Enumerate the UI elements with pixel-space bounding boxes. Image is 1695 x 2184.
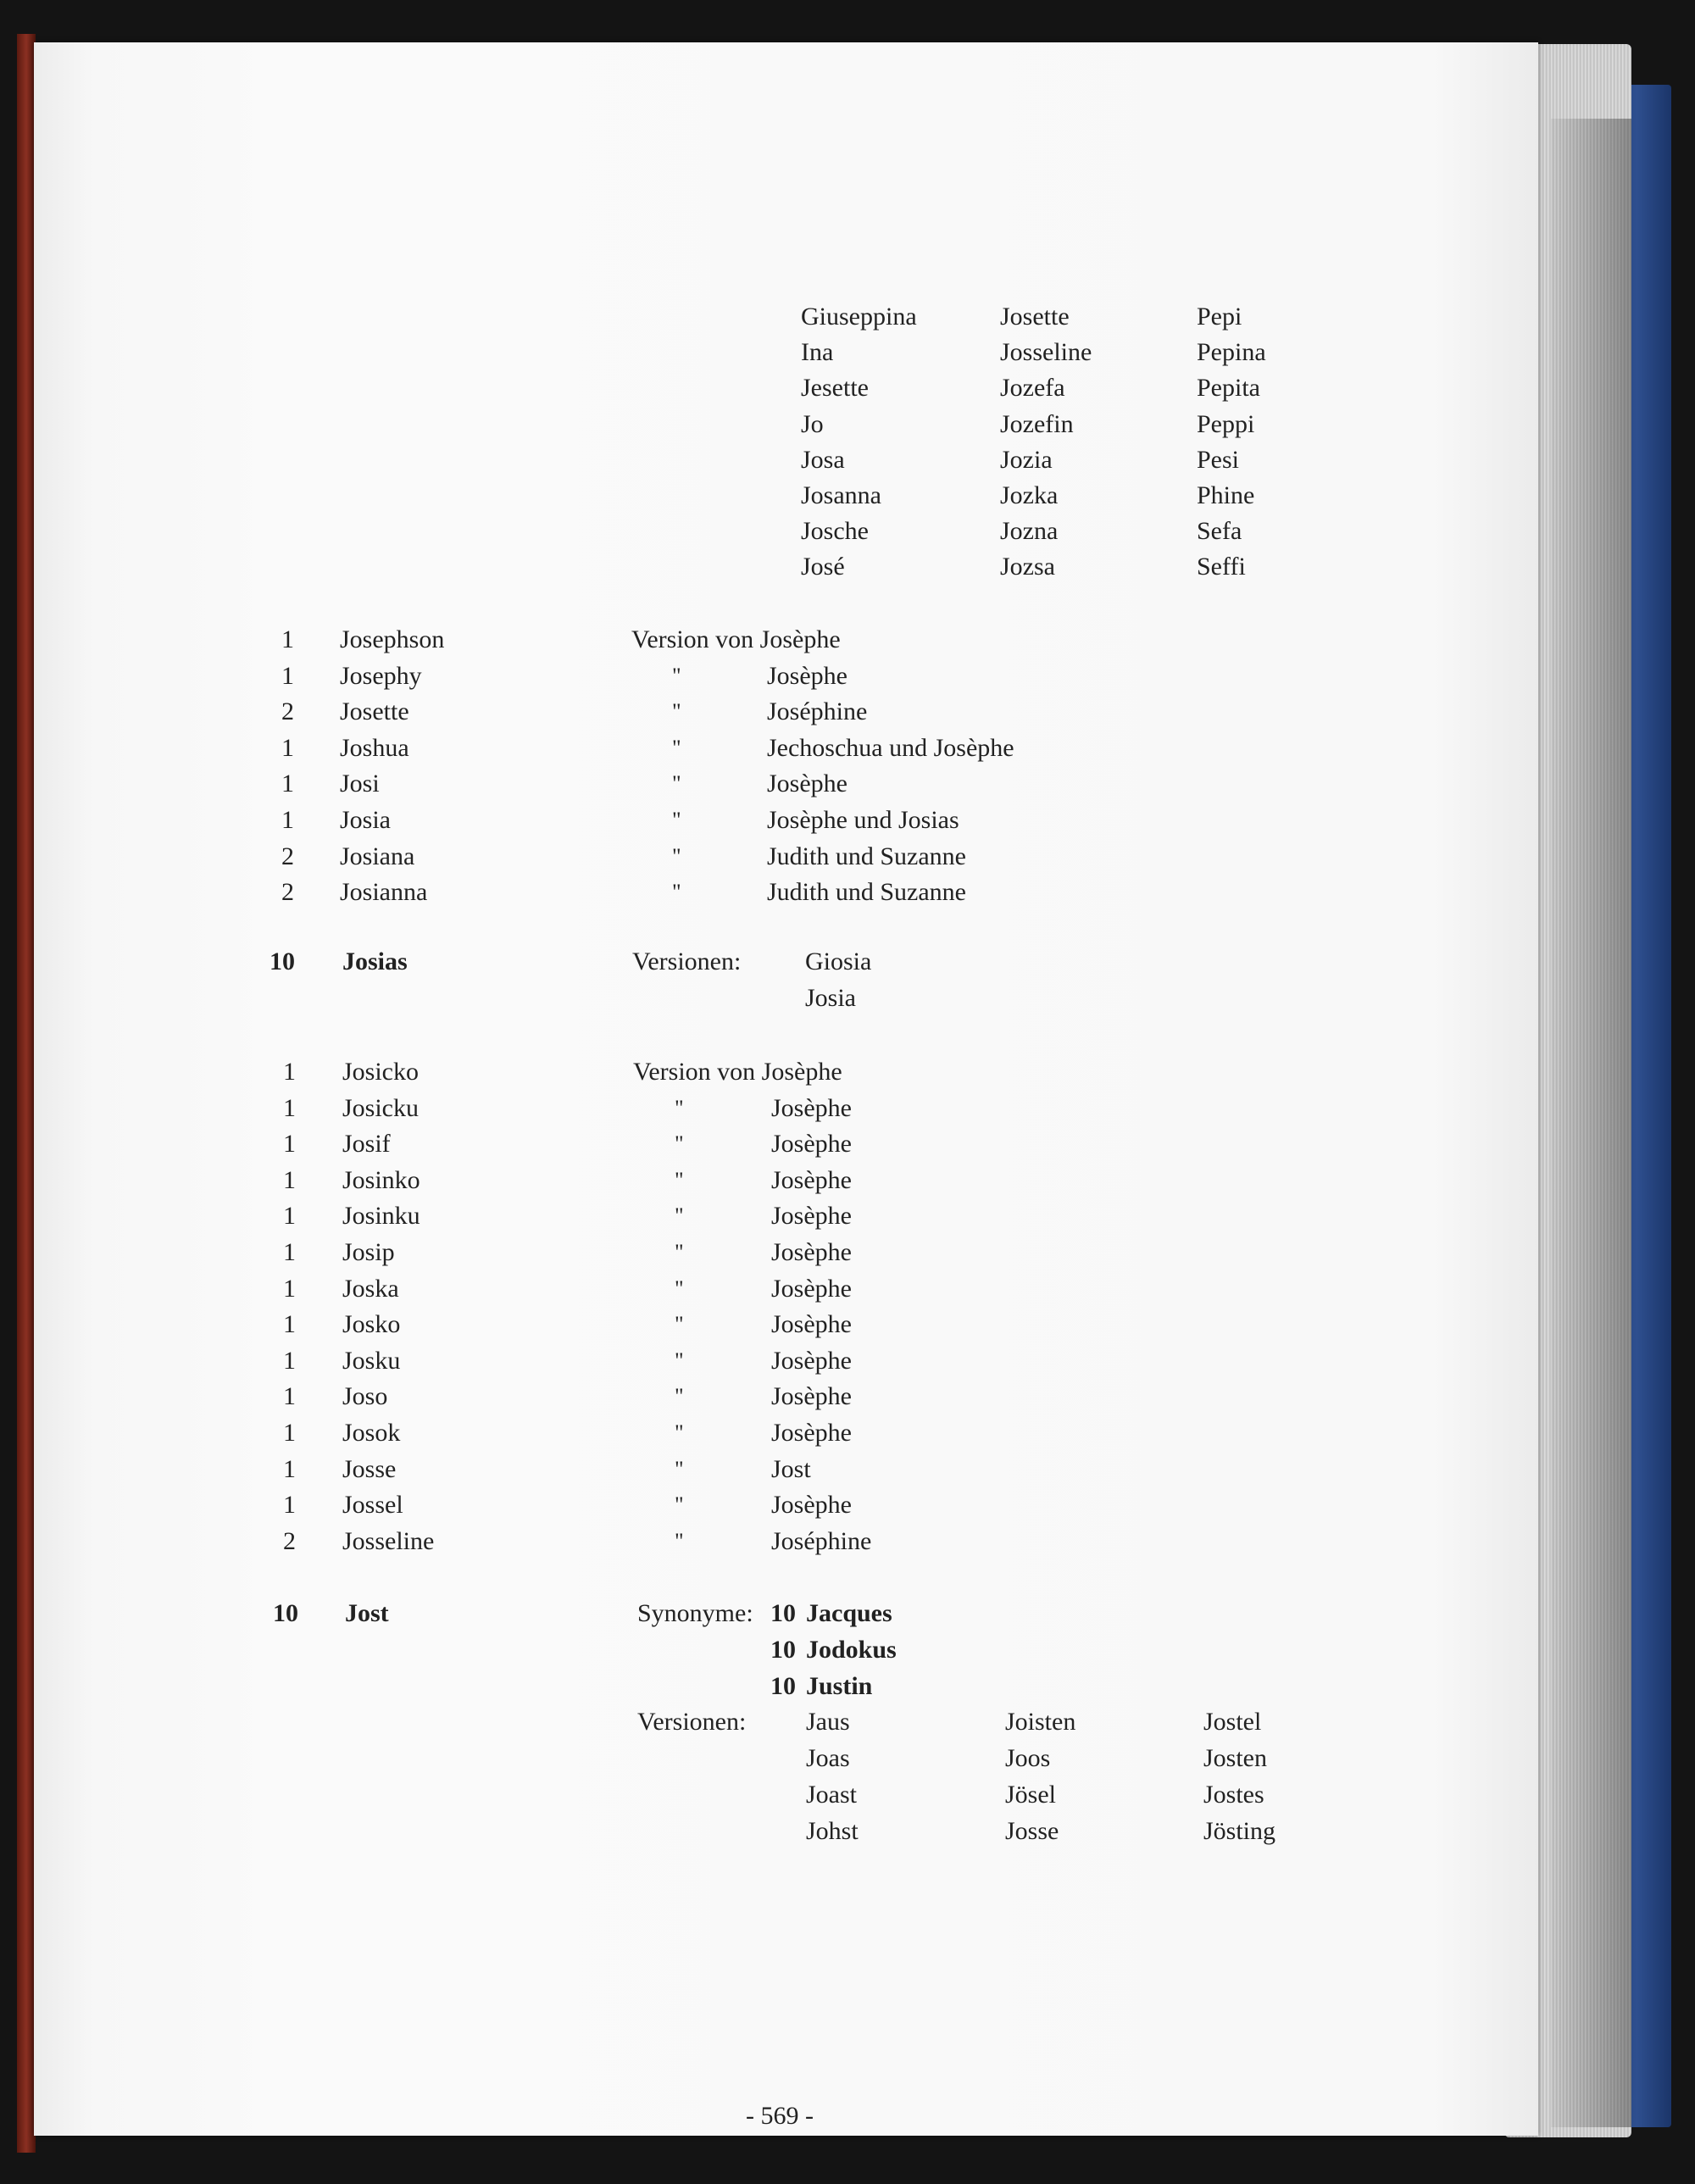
josias-count: 10: [270, 948, 295, 975]
ditto-mark: ": [675, 1276, 684, 1301]
ditto-mark: ": [675, 1492, 684, 1517]
josias-name: Josias: [342, 948, 408, 975]
entry-name: Jossel: [342, 1491, 403, 1519]
entry-name: Josseline: [342, 1527, 435, 1555]
jost-versions-label: Versionen:: [637, 1708, 747, 1736]
jost-version: Joisten: [1005, 1708, 1076, 1736]
entry-count: 2: [281, 697, 294, 725]
entry-count: 1: [283, 1202, 296, 1230]
entry-description: Josèphe: [771, 1382, 852, 1410]
top-name: Sefa: [1197, 517, 1242, 545]
entry-name: Joska: [342, 1275, 399, 1303]
entry-description: Josèphe: [771, 1310, 852, 1338]
entry-description: Jost: [771, 1455, 811, 1483]
entry-description: Josèphe: [771, 1238, 852, 1266]
entry-count: 1: [283, 1094, 296, 1122]
ditto-mark: ": [675, 1420, 684, 1445]
jost-version: Jostel: [1203, 1708, 1262, 1736]
ditto-mark: ": [675, 1348, 684, 1373]
entry-count: 1: [283, 1166, 296, 1194]
ditto-mark: ": [672, 736, 681, 760]
ditto-mark: ": [675, 1096, 684, 1120]
jost-version: Jaus: [806, 1708, 850, 1736]
entry-description: Josèphe: [771, 1275, 852, 1303]
entry-description: Josèphe: [771, 1347, 852, 1375]
entry-count: 2: [283, 1527, 296, 1555]
book-spine: [17, 34, 36, 2153]
ditto-mark: ": [672, 844, 681, 869]
entry-description: Josèphe und Josias: [767, 806, 959, 834]
jost-synonyms-label: Synonyme:: [637, 1599, 753, 1627]
top-name: Jozefa: [1000, 374, 1065, 402]
entry-description: Joséphine: [767, 697, 868, 725]
synonym-name: Jacques: [806, 1599, 892, 1627]
entry-count: 1: [283, 1347, 296, 1375]
entry-description: Josèphe: [771, 1491, 852, 1519]
entry-count: 1: [281, 734, 294, 762]
entry-count: 1: [283, 1275, 296, 1303]
entry-count: 1: [283, 1491, 296, 1519]
entry-count: 1: [283, 1130, 296, 1158]
synonym-name: Justin: [806, 1672, 873, 1700]
entry-name: Josianna: [340, 878, 428, 906]
entry-description: Josèphe: [767, 662, 848, 690]
entry-count: 1: [281, 662, 294, 690]
top-name: Jozka: [1000, 481, 1059, 509]
entry-name: Josinku: [342, 1202, 420, 1230]
ditto-mark: ": [675, 1240, 684, 1264]
entry-name: Joso: [342, 1382, 388, 1410]
jost-name: Jost: [345, 1599, 389, 1627]
ditto-mark: ": [675, 1312, 684, 1337]
entry-name: Josinko: [342, 1166, 420, 1194]
josias-version-1: Giosia: [805, 948, 872, 975]
top-name: Ina: [801, 338, 834, 366]
jost-version: Jösting: [1203, 1817, 1276, 1845]
ditto-mark: ": [675, 1168, 684, 1192]
page-number: - 569 -: [746, 2102, 814, 2130]
top-name: Josa: [801, 446, 845, 474]
jost-version: Jostes: [1203, 1781, 1264, 1809]
jost-count: 10: [273, 1599, 298, 1627]
entry-name: Josku: [342, 1347, 401, 1375]
entry-name: Joshua: [340, 734, 409, 762]
entry-name: Josi: [340, 770, 380, 797]
entry-name: Josko: [342, 1310, 401, 1338]
top-name: Josseline: [1000, 338, 1092, 366]
entry-count: 1: [281, 806, 294, 834]
top-name: Jozsa: [1000, 553, 1055, 581]
jost-version: Joas: [806, 1744, 850, 1772]
entry-description: Josèphe: [771, 1094, 852, 1122]
jost-version: Josse: [1005, 1817, 1059, 1845]
group1-header: Version von Josèphe: [631, 625, 841, 653]
entry-count: 1: [281, 770, 294, 797]
book-page: [34, 42, 1538, 2136]
top-name: Josette: [1000, 303, 1070, 331]
entry-count: 1: [283, 1238, 296, 1266]
ditto-mark: ": [672, 808, 681, 832]
entry-description: Josèphe: [771, 1130, 852, 1158]
jost-version: Joos: [1005, 1744, 1051, 1772]
entry-name: Josephson: [340, 625, 445, 653]
entry-name: Josicku: [342, 1094, 419, 1122]
group2-header: Version von Josèphe: [633, 1058, 842, 1086]
entry-count: 1: [283, 1058, 296, 1086]
entry-description: Judith und Suzanne: [767, 842, 966, 870]
ditto-mark: ": [672, 771, 681, 796]
entry-description: Jechoschua und Josèphe: [767, 734, 1014, 762]
entry-description: Josèphe: [771, 1166, 852, 1194]
entry-description: Josèphe: [767, 770, 848, 797]
top-name: Peppi: [1197, 410, 1255, 438]
entry-count: 1: [283, 1310, 296, 1338]
top-name: Jozna: [1000, 517, 1059, 545]
josias-versions-label: Versionen:: [632, 948, 742, 975]
entry-name: Josia: [340, 806, 391, 834]
ditto-mark: ": [675, 1131, 684, 1156]
entry-description: Josèphe: [771, 1202, 852, 1230]
synonym-count: 10: [770, 1636, 796, 1664]
top-name: Pesi: [1197, 446, 1240, 474]
entry-count: 2: [281, 842, 294, 870]
jost-version: Joast: [806, 1781, 857, 1809]
entry-name: Josiana: [340, 842, 415, 870]
top-name: Josanna: [801, 481, 881, 509]
top-name: Pepi: [1197, 303, 1242, 331]
top-name: Seffi: [1197, 553, 1246, 581]
top-name: Pepina: [1197, 338, 1266, 366]
ditto-mark: ": [672, 880, 681, 904]
top-name: Jozia: [1000, 446, 1053, 474]
synonym-count: 10: [770, 1599, 796, 1627]
ditto-mark: ": [672, 664, 681, 688]
ditto-mark: ": [672, 699, 681, 724]
top-name: Giuseppina: [801, 303, 917, 331]
top-name: José: [801, 553, 845, 581]
entry-count: 1: [281, 625, 294, 653]
top-name: Jo: [801, 410, 824, 438]
top-name: Jesette: [801, 374, 869, 402]
entry-name: Josette: [340, 697, 409, 725]
top-name: Phine: [1197, 481, 1255, 509]
ditto-mark: ": [675, 1457, 684, 1481]
page-edge-shadow: [1551, 119, 1631, 2127]
top-name: Jozefin: [1000, 410, 1074, 438]
jost-version: Jösel: [1005, 1781, 1056, 1809]
ditto-mark: ": [675, 1529, 684, 1553]
jost-version: Johst: [806, 1817, 859, 1845]
entry-name: Josok: [342, 1419, 401, 1447]
josias-version-2: Josia: [805, 984, 856, 1012]
ditto-mark: ": [675, 1384, 684, 1409]
entry-count: 1: [283, 1455, 296, 1483]
entry-name: Josse: [342, 1455, 397, 1483]
top-name: Josche: [801, 517, 869, 545]
entry-description: Joséphine: [771, 1527, 872, 1555]
synonym-name: Jodokus: [806, 1636, 897, 1664]
entry-count: 1: [283, 1419, 296, 1447]
entry-name: Josip: [342, 1238, 395, 1266]
synonym-count: 10: [770, 1672, 796, 1700]
entry-description: Josèphe: [771, 1419, 852, 1447]
entry-count: 1: [283, 1382, 296, 1410]
entry-count: 2: [281, 878, 294, 906]
entry-description: Judith und Suzanne: [767, 878, 966, 906]
top-name: Pepita: [1197, 374, 1260, 402]
entry-name: Josephy: [340, 662, 422, 690]
entry-name: Josicko: [342, 1058, 419, 1086]
jost-version: Josten: [1203, 1744, 1267, 1772]
ditto-mark: ": [675, 1203, 684, 1228]
entry-name: Josif: [342, 1130, 391, 1158]
